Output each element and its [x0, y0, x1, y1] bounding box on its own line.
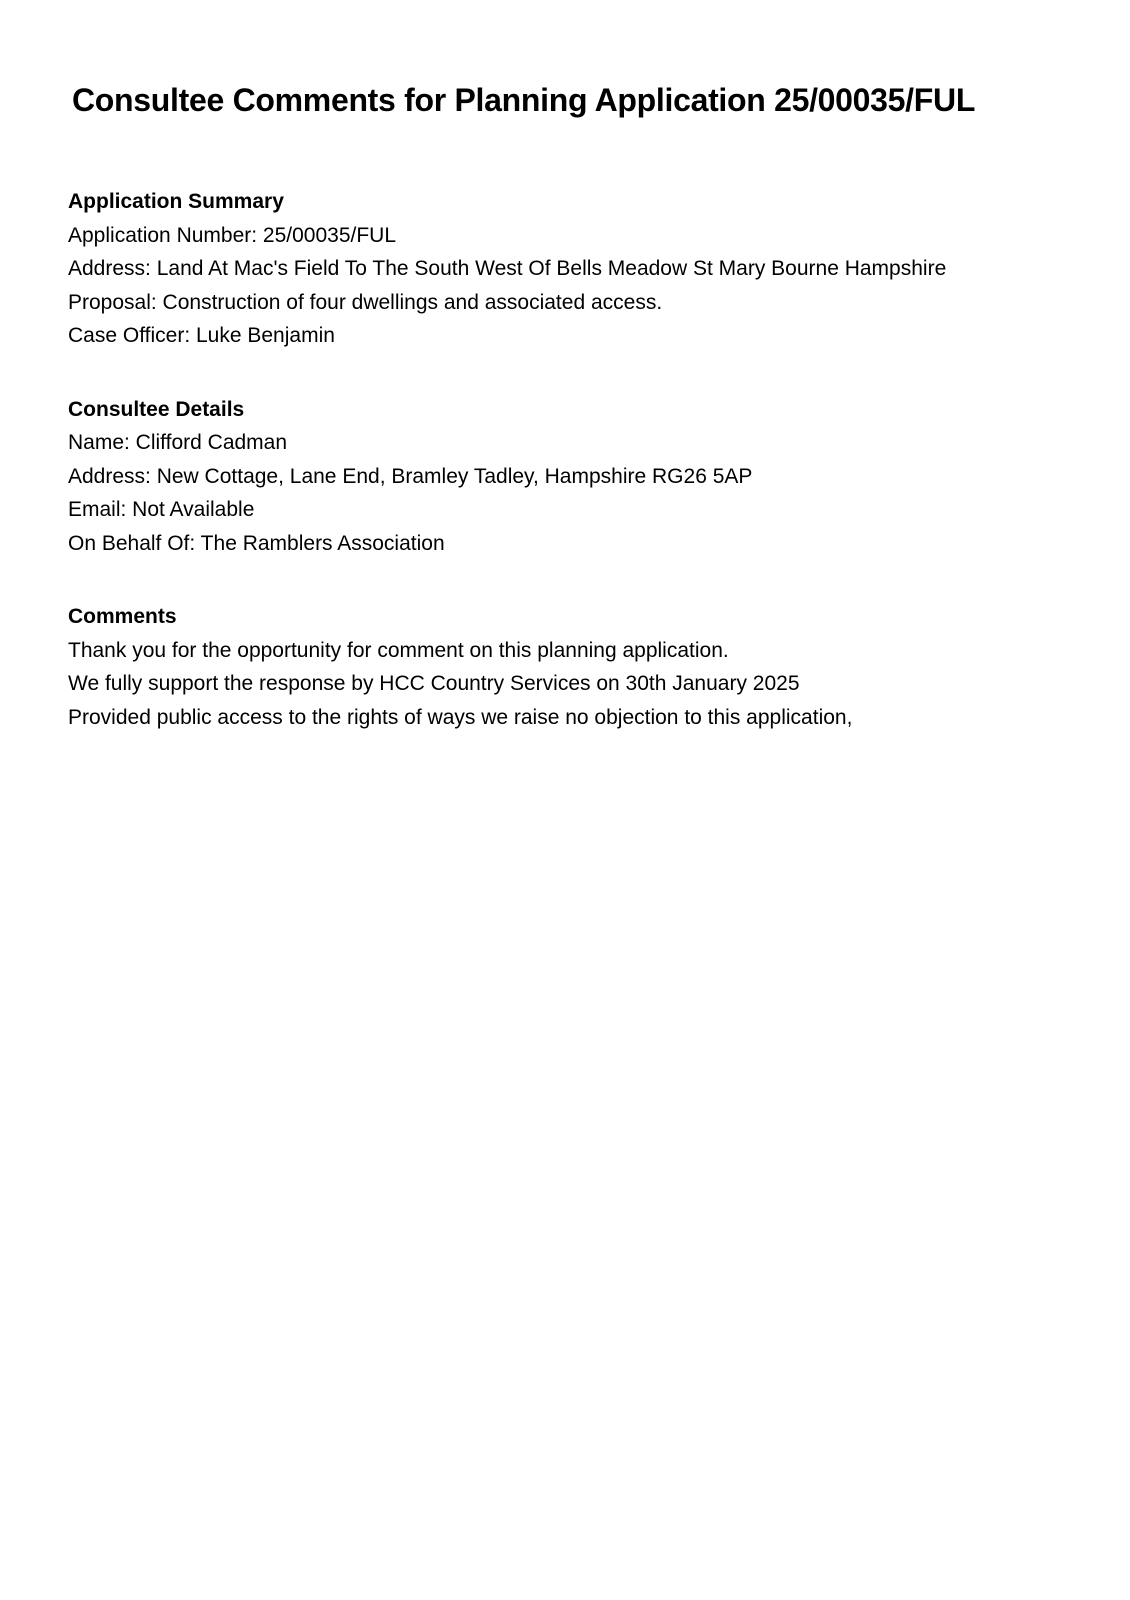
case-officer-line: Case Officer: Luke Benjamin [68, 324, 335, 347]
consultee-name-line: Name: Clifford Cadman [68, 431, 288, 454]
section-comments [68, 600, 1070, 734]
section-application-summary [68, 185, 1070, 353]
application-number-line: Application Number: 25/00035/FUL [68, 223, 397, 247]
consultee-address-line: Address: New Cottage, Lane End, Bramley Tadley, Hampshire RG26 5AP [68, 464, 753, 488]
comments-heading: Comments [68, 605, 177, 628]
consultee-details-heading: Consultee Details [68, 397, 245, 421]
comment-line: Provided public access to the rights of ways we raise no objection to this application, [68, 705, 853, 729]
section-consultee-details [68, 393, 1070, 561]
document-content [0, 0, 1130, 734]
on-behalf-of-line: On Behalf Of: The Ramblers Association [68, 531, 445, 555]
application-summary-heading: Application Summary [68, 190, 284, 213]
comment-line: We fully support the response by HCC Country Services on 30th January 2025 [68, 672, 800, 695]
proposal-line: Proposal: Construction of four dwellings and associated access. [68, 290, 663, 314]
consultee-email-line: Email: Not Available [68, 498, 255, 521]
application-address-line: Address: Land At Mac's Field To The South West Of Bells Meadow St Mary Bourne Hampshire [68, 257, 947, 280]
comment-line: Thank you for the opportunity for comment on this planning application. [68, 638, 729, 662]
page-title: Consultee Comments for Planning Application 25/00035/FUL [72, 82, 976, 118]
